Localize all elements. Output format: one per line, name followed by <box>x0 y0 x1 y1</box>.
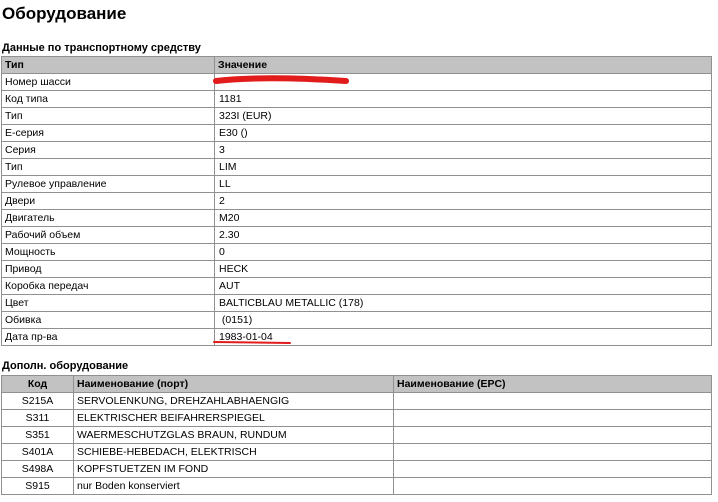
page-title: Оборудование <box>2 4 127 23</box>
option-code: S311 <box>2 410 74 427</box>
option-name-epc <box>394 478 712 495</box>
row-value <box>215 74 712 91</box>
option-code: S351 <box>2 427 74 444</box>
equipment-section-title: Дополн. оборудование <box>2 360 129 372</box>
row-value: AUT <box>215 278 712 295</box>
row-value: 2.30 <box>215 227 712 244</box>
option-code: S498A <box>2 461 74 478</box>
table-row <box>2 329 712 346</box>
row-label: Цвет <box>2 295 215 312</box>
table-row <box>2 410 712 427</box>
table-row <box>2 108 712 125</box>
equipment-table <box>1 375 712 495</box>
option-name-epc <box>394 461 712 478</box>
table-row <box>2 176 712 193</box>
row-value: 3 <box>215 142 712 159</box>
row-label: Рулевое управление <box>2 176 215 193</box>
row-value: BALTICBLAU METALLIC (178) <box>215 295 712 312</box>
table-row <box>2 244 712 261</box>
row-label: Тип <box>2 108 215 125</box>
option-name-epc <box>394 410 712 427</box>
row-label: Обивка <box>2 312 215 329</box>
table-header-row <box>2 57 712 74</box>
table-row <box>2 444 712 461</box>
row-label: E-серия <box>2 125 215 142</box>
table-row <box>2 261 712 278</box>
table-header-row <box>2 376 712 393</box>
column-header-name-epc: Наименование (EPC) <box>394 376 712 393</box>
table-row <box>2 159 712 176</box>
row-label: Код типа <box>2 91 215 108</box>
option-name-epc <box>394 427 712 444</box>
row-label: Привод <box>2 261 215 278</box>
option-name-epc <box>394 444 712 461</box>
row-value: 1983-01-04 <box>215 329 712 346</box>
table-row <box>2 193 712 210</box>
row-value: 1181 <box>215 91 712 108</box>
option-name-port: ELEKTRISCHER BEIFAHRERSPIEGEL <box>74 410 394 427</box>
option-code: S915 <box>2 478 74 495</box>
row-label: Номер шасси <box>2 74 215 91</box>
table-row <box>2 295 712 312</box>
row-label: Тип <box>2 159 215 176</box>
option-name-port: WAERMESCHUTZGLAS BRAUN, RUNDUM <box>74 427 394 444</box>
row-label: Двери <box>2 193 215 210</box>
column-header-type: Тип <box>2 57 215 74</box>
row-value: LL <box>215 176 712 193</box>
table-row <box>2 125 712 142</box>
row-label: Мощность <box>2 244 215 261</box>
row-value: E30 () <box>215 125 712 142</box>
table-row <box>2 478 712 495</box>
option-name-port: KOPFSTUETZEN IM FOND <box>74 461 394 478</box>
row-value: 323I (EUR) <box>215 108 712 125</box>
column-header-value: Значение <box>215 57 712 74</box>
option-name-port: nur Boden konserviert <box>74 478 394 495</box>
row-value: (0151) <box>215 312 712 329</box>
table-row <box>2 393 712 410</box>
row-label: Дата пр-ва <box>2 329 215 346</box>
option-code: S401A <box>2 444 74 461</box>
table-row <box>2 427 712 444</box>
table-row <box>2 210 712 227</box>
row-value: HECK <box>215 261 712 278</box>
vehicle-section-title: Данные по транспортному средству <box>2 42 201 54</box>
row-value: LIM <box>215 159 712 176</box>
column-header-name-port: Наименование (порт) <box>74 376 394 393</box>
row-label: Двигатель <box>2 210 215 227</box>
option-code: S215A <box>2 393 74 410</box>
row-label: Серия <box>2 142 215 159</box>
table-row <box>2 227 712 244</box>
row-value: 2 <box>215 193 712 210</box>
row-value: 0 <box>215 244 712 261</box>
table-row <box>2 312 712 329</box>
table-row <box>2 461 712 478</box>
row-value: M20 <box>215 210 712 227</box>
option-name-port: SERVOLENKUNG, DREHZAHLABHAENGIG <box>74 393 394 410</box>
vehicle-data-table <box>1 56 712 346</box>
option-name-port: SCHIEBE-HEBEDACH, ELEKTRISCH <box>74 444 394 461</box>
table-row <box>2 74 712 91</box>
option-name-epc <box>394 393 712 410</box>
table-row <box>2 91 712 108</box>
table-row <box>2 278 712 295</box>
row-label: Коробка передач <box>2 278 215 295</box>
row-label: Рабочий объем <box>2 227 215 244</box>
column-header-code: Код <box>2 376 74 393</box>
table-row <box>2 142 712 159</box>
